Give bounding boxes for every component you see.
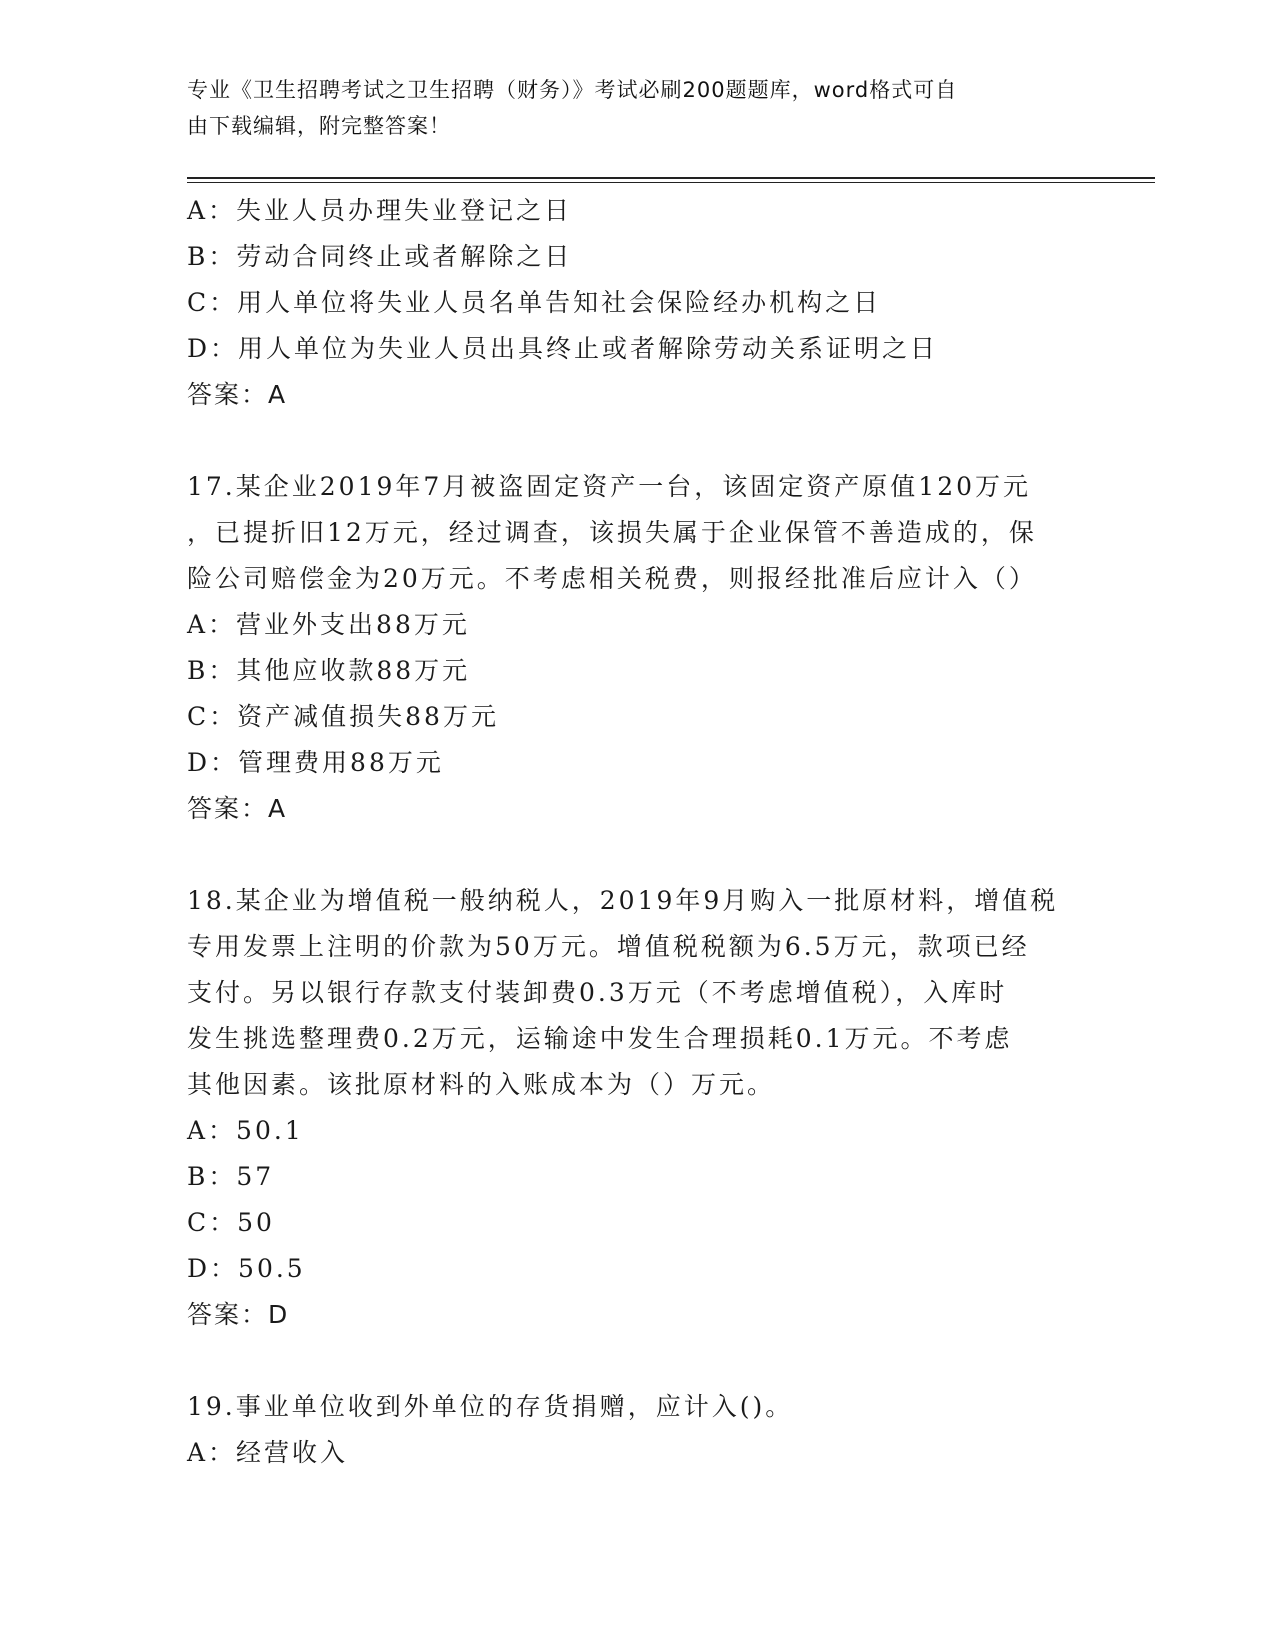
option-c: C：用人单位将失业人员名单告知社会保险经办机构之日 xyxy=(187,288,882,317)
header-line-2: 由下载编辑，附完整答案！ xyxy=(187,114,451,138)
question-text-line: 险公司赔偿金为20万元。不考虑相关税费，则报经批准后应计入（） xyxy=(187,564,1037,593)
question-text-line: 17.某企业2019年7月被盗固定资产一台，该固定资产原值120万元 xyxy=(187,472,1032,501)
option-d: D：用人单位为失业人员出具终止或者解除劳动关系证明之日 xyxy=(187,334,939,363)
question-text-line: ，已提折旧12万元，经过调查，该损失属于企业保管不善造成的，保 xyxy=(187,518,1037,547)
header-divider-thick xyxy=(187,177,1155,179)
option-a: A：50.1 xyxy=(187,1116,304,1145)
answer-line: 答案：A xyxy=(187,794,288,823)
question-text-line: 支付。另以银行存款支付装卸费0.3万元（不考虑增值税），入库时 xyxy=(187,978,1008,1007)
answer-line: 答案：A xyxy=(187,380,288,409)
header-line-1: 专业《卫生招聘考试之卫生招聘（财务）》考试必刷200题题库，word格式可自 xyxy=(187,78,958,102)
question-text-line: 发生挑选整理费0.2万元，运输途中发生合理损耗0.1万元。不考虑 xyxy=(187,1024,1013,1053)
option-c: C：50 xyxy=(187,1208,275,1237)
question-18 xyxy=(187,878,1087,1338)
option-b: B：劳动合同终止或者解除之日 xyxy=(187,242,573,271)
question-text-line: 专用发票上注明的价款为50万元。增值税税额为6.5万元，款项已经 xyxy=(187,932,1030,961)
question-spacer xyxy=(187,832,1087,878)
header-divider-thin xyxy=(187,182,1155,183)
document-header xyxy=(187,72,1067,144)
question-16 xyxy=(187,188,1087,418)
option-b: B：其他应收款88万元 xyxy=(187,656,471,685)
answer-line: 答案：D xyxy=(187,1300,290,1329)
option-d: D：管理费用88万元 xyxy=(187,748,444,777)
question-spacer xyxy=(187,1338,1087,1384)
option-d: D：50.5 xyxy=(187,1254,306,1283)
question-list xyxy=(187,188,1087,1476)
option-a: A：失业人员办理失业登记之日 xyxy=(187,196,573,225)
option-a: A：经营收入 xyxy=(187,1438,349,1467)
option-c: C：资产减值损失88万元 xyxy=(187,702,499,731)
question-17 xyxy=(187,464,1087,832)
question-spacer xyxy=(187,418,1087,464)
question-text-line: 18.某企业为增值税一般纳税人，2019年9月购入一批原材料，增值税 xyxy=(187,886,1059,915)
question-text-line: 19.事业单位收到外单位的存货捐赠，应计入()。 xyxy=(187,1392,794,1421)
option-b: B：57 xyxy=(187,1162,275,1191)
option-a: A：营业外支出88万元 xyxy=(187,610,470,639)
question-19 xyxy=(187,1384,1087,1476)
question-text-line: 其他因素。该批原材料的入账成本为（）万元。 xyxy=(187,1070,776,1099)
